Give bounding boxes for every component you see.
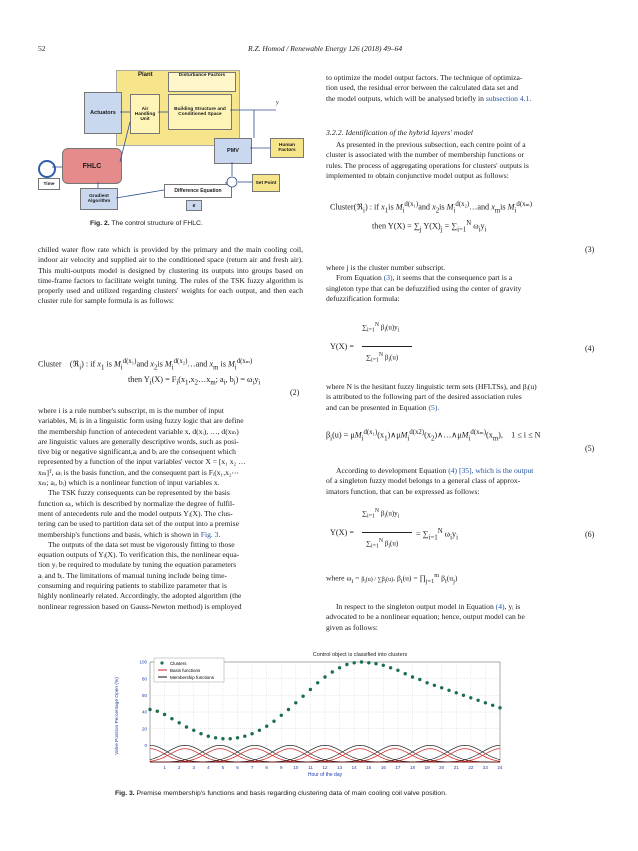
cluster-point xyxy=(243,735,246,738)
equation-3-line-1: Cluster(ℜ$_i$) : if $x_1is$ $M_i^{d(x_1)}and$ $x_2is$ $M_i^{d(x_2)}\dots and$ $x_mis$ $M_i^{d(x_m)}$ xyxy=(330,201,532,215)
right-line-text: , it seems that the consequence part is a xyxy=(392,273,513,283)
equation-6: Y(X) = $\sum_{i=1}^N$ $\beta_i(u)y_i$ $\sum_{i=1}^N$ $\beta_i(u)$ = $\sum_{i=1}^N$ $\omega_iy_i$ xyxy=(330,508,458,550)
disturbance-label: Disturbance Factors xyxy=(178,73,226,78)
x-tick-label: 1 xyxy=(163,765,166,770)
cluster-point xyxy=(484,701,487,704)
right-line: where N is the hesitant fuzzy linguistic term sets (HFLTSs), and βᵢ(u) xyxy=(326,382,537,391)
y-tick-label: 80 xyxy=(141,676,147,682)
y-tick-label: 100 xyxy=(139,659,147,665)
right-line: tion used, the residual error between the calculated data set and xyxy=(326,83,519,93)
cluster-point xyxy=(411,675,414,678)
y-tick-label: 0 xyxy=(144,742,147,748)
left-line: function ωᵢ, which is described by normalize the degree of fulfil- xyxy=(38,498,235,508)
equation-2-line-1: Cluster (ℜ$_i$) : if $x_1$ is $M_i^{d(x_1)}and$ $x_2is$ $M_i^{d(x_2)}\dots and$ $x_m$ is $M_i^{d(x_m)}$ xyxy=(38,358,253,372)
gradient-label: Gradient Algorithm xyxy=(87,194,111,204)
left-line: the membership function of antecedent variable x, d(xᵢ), …, d(xₘ) xyxy=(38,426,239,436)
right-line xyxy=(326,466,601,476)
fig3-chart xyxy=(110,648,530,780)
cluster-point xyxy=(469,696,472,699)
difference-label: Difference Equation xyxy=(174,188,222,194)
right-line-text: In respect to the singleton output model in Equation xyxy=(336,602,494,611)
cluster-point xyxy=(301,695,304,698)
x-tick-label: 10 xyxy=(293,765,299,770)
cluster-point xyxy=(382,664,385,667)
y-tick-label: 60 xyxy=(141,692,147,698)
x-tick-label: 11 xyxy=(308,765,313,770)
equation-4-number: (4) xyxy=(585,344,595,353)
fig3-link[interactable]: Fig. 3. xyxy=(200,529,221,539)
cluster-point xyxy=(265,725,268,728)
x-tick-label: 19 xyxy=(424,765,430,770)
x-tick-label: 8 xyxy=(265,765,268,770)
left-paragraph-1: chilled water flow rate which is provided by the primary and the main cooling coil, indoor air velocity and supplied air to the conditioned space (return air and fresh air). This multi-outputs model is designed by clustering its outputs into groups based on time-frame factors to facilitate weight tuning. The rules of the TSK fuzzy algorithm is properly used and utilized regarding clusters' weights for each output, and then each cluster rule for sample formula is as follows: xyxy=(38,245,303,306)
left-line: consuming and requiring patients to stabilize parameter that is xyxy=(38,581,227,591)
right-line xyxy=(326,94,601,104)
x-tick-label: 24 xyxy=(497,765,503,770)
equation-3-number: (3) xyxy=(585,245,595,254)
cluster-point xyxy=(323,675,326,678)
cluster-point xyxy=(178,721,181,724)
cluster-point xyxy=(221,737,224,740)
fig2-caption-label: Fig. 2. xyxy=(90,220,110,227)
x-tick-label: 17 xyxy=(395,765,401,770)
fig3-caption-label: Fig. 3. xyxy=(115,790,135,797)
cluster-point xyxy=(396,669,399,672)
right-line: where j is the cluster number subscript. xyxy=(326,263,446,272)
cluster-point xyxy=(389,666,392,669)
equation-2-number: (2) xyxy=(290,388,300,397)
left-line: variables, Mᵢ is in a linguistic form using fuzzy logic that are define xyxy=(38,416,244,426)
air-handling-label: Air Handling Unit xyxy=(134,106,156,122)
x-tick-label: 18 xyxy=(409,765,416,770)
x-tick-label: 22 xyxy=(468,765,474,770)
left-line: equation outputs of Yᵢ(X). To verification this, the nonlinear equa- xyxy=(38,550,240,560)
equation-3-line-2: then $Y(X) = \sum_j$ $Y(X)_j = \sum_{i=1}^N$ $\omega_iy_i$ xyxy=(372,220,487,234)
fig3-caption xyxy=(115,790,447,797)
x-tick-label: 2 xyxy=(177,765,181,770)
cluster-point xyxy=(404,672,407,675)
x-tick-label: 6 xyxy=(236,765,239,770)
right-line: defuzzification formula: xyxy=(326,293,400,303)
cluster-point xyxy=(425,681,428,684)
pmv-label: PMV xyxy=(227,148,239,154)
right-line-text: the model outputs, which will be analysed briefly in xyxy=(326,93,484,103)
legend-marker-clusters xyxy=(160,661,163,664)
cluster-point xyxy=(185,725,188,728)
cluster-point xyxy=(316,681,319,684)
right-line-text: , yᵢ is xyxy=(504,602,521,611)
right-line: to optimize the model output factors. The technique of optimiza- xyxy=(326,73,523,82)
equation-5-number: (5) xyxy=(585,444,595,453)
x-tick-label: 9 xyxy=(279,765,283,770)
y-tick-label: 40 xyxy=(141,709,147,715)
section-title: 3.2.2. Identification of the hybrid layers' model xyxy=(326,128,473,137)
left-line: The TSK fuzzy consequents can be represented by the basis xyxy=(48,488,230,498)
page-number: 52 xyxy=(38,44,46,53)
left-line: tering can be used to partition data set of the output into a premise xyxy=(38,519,239,529)
cluster-point xyxy=(433,684,436,687)
left-line-text: membership's functions and basis, which is shown in xyxy=(38,529,199,539)
cluster-point xyxy=(192,729,195,732)
cluster-point xyxy=(476,699,479,702)
right-section-paragraph xyxy=(326,140,601,181)
fig2-connectors xyxy=(38,62,306,212)
equation-2-line-2: then $Y_i(X)$ = $F_i(x_1,x_2\dots x_m$; $a_i$, $b_i) = \omega_iy_i$ xyxy=(128,375,261,387)
right-line: is attributed to the following part of the desired association rules xyxy=(326,392,522,402)
cluster-point xyxy=(287,708,290,711)
cluster-point xyxy=(272,720,275,723)
fhlc-label: FHLC xyxy=(82,162,102,170)
fig2-caption-text: The control structure of FHLC. xyxy=(111,220,203,227)
cluster-point xyxy=(338,666,341,669)
cluster-point xyxy=(498,706,501,709)
omega-definition: where $\omega_i = \beta_i(u) / \sum\beta_i(u)$, $\beta_i(u)$ = $\prod_{j=1}^m$ $\beta_i(u_j)$ xyxy=(326,572,458,586)
equation-5: $\beta_i(u)$ = $\mu M_i^{d(x_1)}(x_1)\wedge\mu M_i^{d(x2)}(x_2)\wedge\dots\wedge\mu M_i^{d(x_m)}(x_m)$, 1 ≤ i ≤ N xyxy=(326,429,541,443)
y-tick-label: 20 xyxy=(141,726,147,732)
running-title: R.Z. Homod / Renewable Energy 126 (2018) 49–64 xyxy=(248,44,403,53)
x-tick-label: 12 xyxy=(322,765,328,770)
cluster-point xyxy=(440,686,443,689)
left-line: tive big or negative significant,aᵢ and bᵢ are the consequent which xyxy=(38,447,236,457)
eq2-rule-symbol: (ℜ xyxy=(69,359,80,369)
legend-basis: Basis functions xyxy=(170,668,201,673)
legend-membership: Membership functions xyxy=(170,675,215,680)
cluster-point xyxy=(331,670,334,673)
left-line xyxy=(38,530,303,540)
left-line: tion yᵢ be required to modulate by tuning the equation parameters xyxy=(38,560,237,570)
right-line: implemented to obtain conjunctive model output as follows: xyxy=(326,170,509,180)
left-line: xₘ]ᵀ, ωᵢ is the basis function, and the consequent part is Fᵢ(x₁,x₂⋯ xyxy=(38,467,240,477)
left-line: represented by a function of the input variables' vector X = [x₁ x₂ … xyxy=(38,457,246,467)
summing-junction xyxy=(227,177,237,187)
cluster-point xyxy=(214,736,217,739)
left-line: The outputs of the data set must be vigorously fitting to those xyxy=(48,539,235,549)
x-tick-label: 7 xyxy=(250,765,254,770)
right-line-text: and can be presented in Equation xyxy=(326,402,427,412)
cluster-point xyxy=(360,660,363,663)
cluster-point xyxy=(207,735,210,738)
cluster-point xyxy=(170,717,173,720)
x-tick-label: 14 xyxy=(351,765,357,770)
chart-title: Control object is classified into clusters xyxy=(312,652,408,658)
human-factors-label: Human Factors xyxy=(278,143,296,153)
cluster-point xyxy=(280,714,283,717)
right-line xyxy=(326,602,601,612)
cluster-point xyxy=(367,661,370,664)
right-line: advocated to be a nonlinear equation; hence, output model can be xyxy=(326,612,525,622)
x-tick-label: 5 xyxy=(221,765,225,770)
fig2-diagram xyxy=(38,62,306,212)
x-tick-label: 20 xyxy=(439,765,445,770)
left-line: are linguistic values are generally descriptive words, such as posi- xyxy=(38,436,239,446)
left-line: nonlinear regression based on Gauss-Newton method) is employed xyxy=(38,601,242,611)
left-line: highly nonlinearly related. Accordingly, the adopted algorithm (the xyxy=(38,591,242,601)
right-line: singleton type that can be defuzzified using the center of gravity xyxy=(326,283,522,293)
cluster-point xyxy=(418,678,421,681)
x-tick-label: 4 xyxy=(207,765,210,770)
cluster-point xyxy=(353,661,356,664)
eq4-link[interactable]: (4) xyxy=(448,466,458,475)
right-line-text: From Equation xyxy=(336,273,382,283)
right-after-eq5 xyxy=(326,466,601,497)
cluster-point xyxy=(447,689,450,692)
left-line: xₘ; aᵢ, bᵢ) which is a nonlinear function of input variables x. xyxy=(38,478,220,488)
cluster-point xyxy=(294,701,297,704)
cluster-point xyxy=(156,710,159,713)
time-label: Time xyxy=(43,181,55,187)
actuators-label: Actuators xyxy=(90,110,116,116)
right-line: of a singleton fuzzy model belongs to a general class of approx- xyxy=(326,476,521,486)
eq3-link[interactable]: (3) xyxy=(383,273,393,283)
building-label: Building Structure and Conditioned Space xyxy=(174,107,226,117)
x-tick-label: 21 xyxy=(453,765,459,770)
error-label: e xyxy=(192,202,196,209)
left-paragraph-2 xyxy=(38,406,303,612)
right-line xyxy=(326,273,601,283)
eq5-link[interactable]: (5). xyxy=(428,402,440,412)
equation-6-number: (6) xyxy=(585,530,595,539)
x-tick-label: 13 xyxy=(337,765,343,770)
cluster-point xyxy=(345,663,348,666)
plant-label: Plant xyxy=(138,72,153,78)
right-line: As presented in the previous subsection, each centre point of a xyxy=(336,140,526,149)
left-line: where i is a rule number's subscript, m is the number of input xyxy=(38,406,224,415)
eq4-link-2[interactable]: (4) xyxy=(495,602,505,611)
right-line xyxy=(326,403,601,413)
left-line: ment of antecedents rule and the model outputs Yᵢ(X). The clus- xyxy=(38,508,233,518)
cluster-point xyxy=(455,691,458,694)
cluster-point xyxy=(163,713,166,716)
ref-35-link[interactable]: [35], which is the output xyxy=(458,466,534,475)
right-line-text: According to development Equation xyxy=(336,466,447,475)
output-y-label: y xyxy=(276,100,279,106)
cluster-point xyxy=(374,662,377,665)
set-point-label: Set Point xyxy=(255,180,277,186)
cluster-point xyxy=(258,729,261,732)
right-line: imators function, that can be expressed as follows: xyxy=(326,486,480,496)
cluster-point xyxy=(309,688,312,691)
x-tick-label: 3 xyxy=(192,765,196,770)
legend-clusters: Clusters xyxy=(170,661,187,666)
cluster-point xyxy=(148,708,151,711)
fig2-caption xyxy=(90,220,203,227)
x-axis-label: Hour of the day xyxy=(307,772,343,778)
cluster-point xyxy=(250,732,253,735)
cluster-point xyxy=(229,737,232,740)
cluster-point xyxy=(462,694,465,697)
right-line: cluster is associated with the number of membership functions or xyxy=(326,150,525,160)
eq2-then: then Y xyxy=(128,375,150,384)
x-tick-label: 16 xyxy=(380,765,386,770)
right-line: rules. The process of aggregating operations for clusters' outputs is xyxy=(326,160,529,170)
right-line: given as follows: xyxy=(326,622,378,632)
right-after-eq6 xyxy=(326,602,601,633)
x-tick-label: 23 xyxy=(482,765,488,770)
x-tick-label: 15 xyxy=(366,765,372,770)
chart-legend xyxy=(154,658,224,682)
cluster-point xyxy=(236,736,239,739)
cluster-point xyxy=(491,704,494,707)
fig3-caption-text: Premise membership's functions and basis regarding clustering data of main cooling coil valve position. xyxy=(136,790,447,797)
left-line: aᵢ and bᵢ. The limitations of manual tuning include being time- xyxy=(38,570,227,580)
right-after-eq3 xyxy=(326,263,601,304)
y-axis-label: Valve Position Percentage Open (%) xyxy=(115,677,120,755)
cluster-point xyxy=(199,732,202,735)
right-after-eq4 xyxy=(326,382,601,413)
eq2-cluster-word: Cluster xyxy=(38,359,62,369)
subsection-4-1-link[interactable]: subsection 4.1. xyxy=(485,93,532,103)
right-top-paragraph xyxy=(326,73,601,104)
